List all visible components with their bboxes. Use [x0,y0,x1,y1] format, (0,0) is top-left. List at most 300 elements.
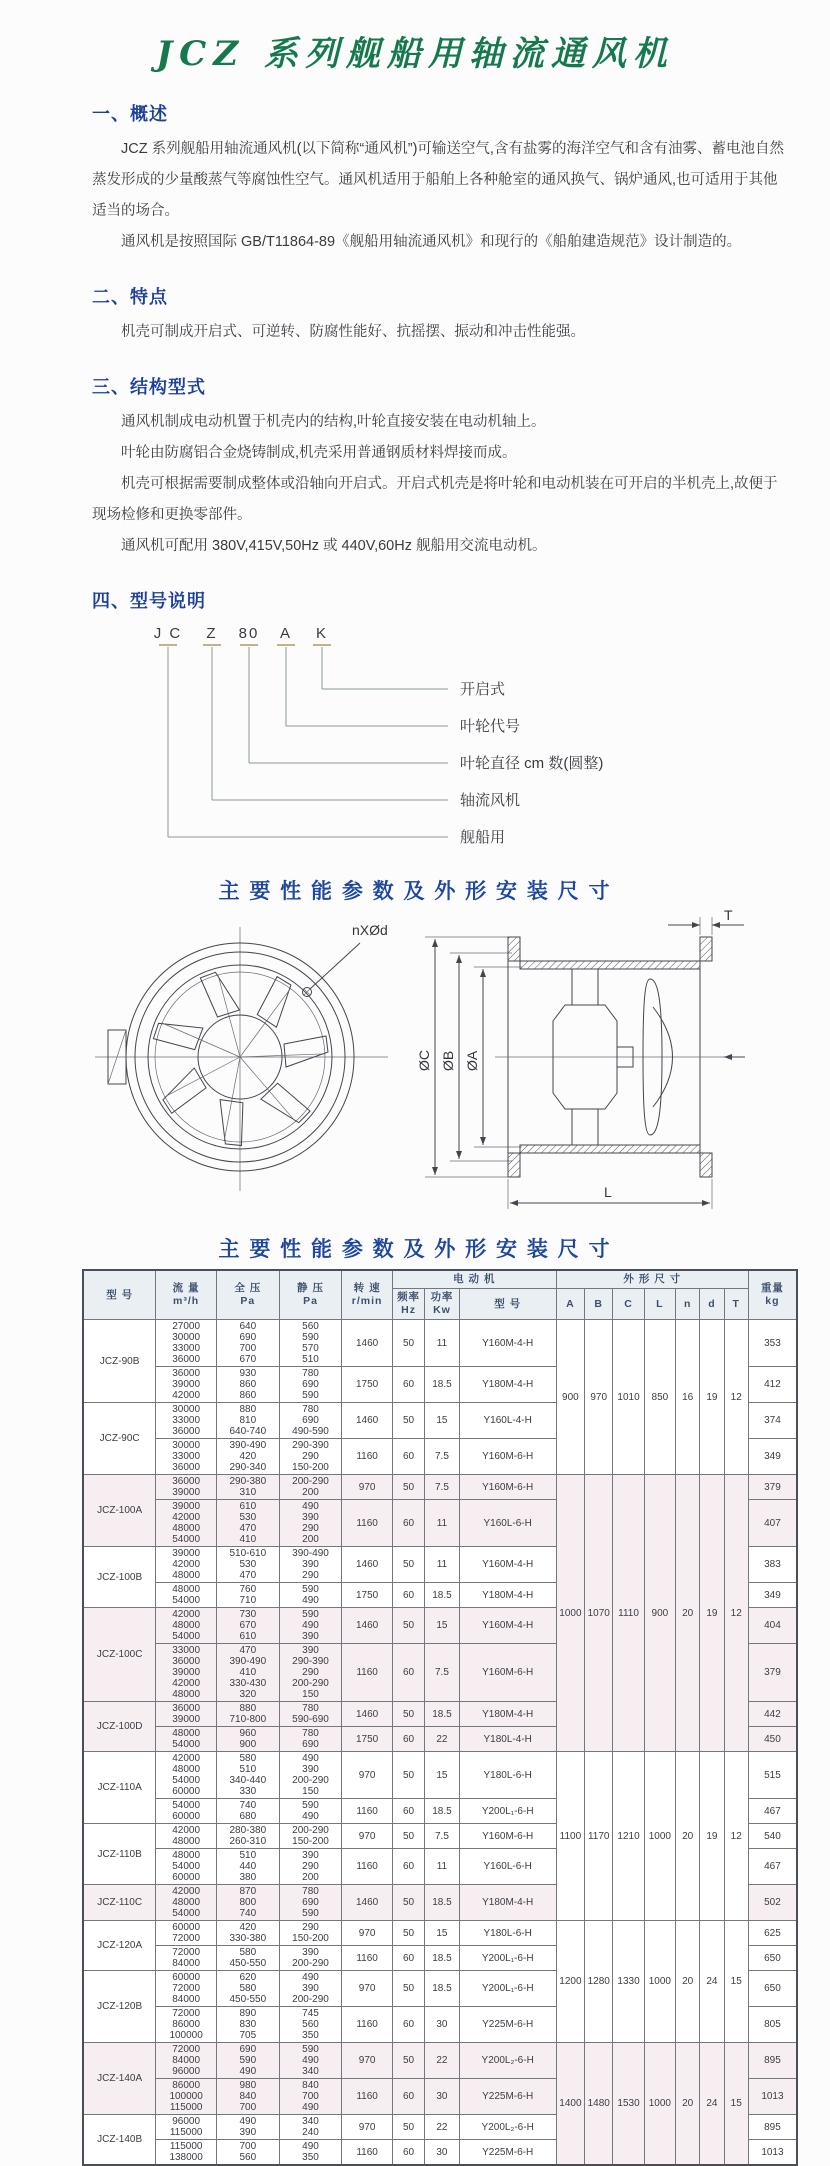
col-group-motor: 电 动 机 [392,1270,556,1289]
weight-value: 353 [748,1320,797,1367]
page-title: JCZ 系列舰船用轴流通风机 [156,34,674,74]
total-pressure-values: 510-610 530 470 [216,1547,279,1583]
static-pressure-values: 590 490 [279,1583,342,1608]
dimension-value: 1000 [556,1475,584,1752]
frequency-value: 60 [392,1500,424,1547]
frequency-value: 50 [392,1824,424,1849]
dimension-value: 1210 [613,1752,644,1921]
speed-value: 1160 [342,2140,393,2166]
flow-values: 86000 100000 115000 [156,2079,217,2115]
model-name: JCZ-140A [83,2043,156,2115]
static-pressure-values: 490 390 290 200 [279,1500,342,1547]
dim-label-dia-a: ØA [464,1050,480,1071]
model-name: JCZ-100B [83,1547,156,1608]
total-pressure-values: 960 900 [216,1727,279,1752]
flow-values: 48000 54000 [156,1727,217,1752]
flow-values: 39000 42000 48000 [156,1547,217,1583]
weight-value: 650 [748,1946,797,1971]
frequency-value: 50 [392,2115,424,2140]
section-2-heading: 二、特点 [92,287,168,307]
section-3-paragraph-3: 机壳可根据需要制成整体或沿轴向开启式。开启式机壳是将叶轮和电动机装在可开启的半机壳上,故便于现场检修和更换零部件。 [92,476,778,523]
perf-table [82,1269,798,2166]
col-header-dim-l: L [644,1289,675,1320]
speed-value: 970 [342,1824,393,1849]
t-dimension [668,909,744,935]
table-row [83,1921,797,1946]
performance-heading-top: 主 要 性 能 参 数 及 外 形 安 装 尺 寸 [218,880,612,903]
col-header-model: 型 号 [83,1270,156,1320]
dim-label-dia-c: ØC [416,1050,432,1071]
dimension-value: 1010 [613,1320,644,1475]
flow-values: 27000 30000 33000 36000 [156,1320,217,1367]
total-pressure-values: 640 690 700 670 [216,1320,279,1367]
motor-model-value: Y160M-6-H [459,1475,556,1500]
static-pressure-values: 290 150-200 [279,1921,342,1946]
flow-values: 42000 48000 54000 [156,1885,217,1921]
frequency-value: 50 [392,1403,424,1439]
col-header-flow: 流 量 m³/h [156,1270,217,1320]
motor-model-value: Y200L₂-6-H [459,2115,556,2140]
weight-value: 349 [748,1439,797,1475]
static-pressure-values: 390-490 390 290 [279,1547,342,1583]
col-header-motor-model: 型 号 [459,1289,556,1320]
static-pressure-values: 590 490 390 [279,1608,342,1644]
total-pressure-values: 880 810 640-740 [216,1403,279,1439]
static-pressure-values: 290-390 290 150-200 [279,1439,342,1475]
weight-value: 379 [748,1644,797,1702]
weight-value: 404 [748,1608,797,1644]
dimension-value: 24 [700,2043,724,2166]
motor-model-value: Y160M-6-H [459,1439,556,1475]
dimension-value: 20 [676,1475,700,1752]
frequency-value: 60 [392,1367,424,1403]
power-value: 11 [425,1849,459,1885]
total-pressure-values: 390-490 420 290-340 [216,1439,279,1475]
motor-model-value: Y180L-6-H [459,1921,556,1946]
static-pressure-values: 590 490 [279,1799,342,1824]
total-pressure-values: 510 440 380 [216,1849,279,1885]
legend-label-impeller-diam: 叶轮直径 cm 数(圆整) [460,755,604,772]
motor-model-value: Y180L-4-H [459,1727,556,1752]
total-pressure-values: 700 560 [216,2140,279,2166]
total-pressure-values: 280-380 260-310 [216,1824,279,1849]
total-pressure-values: 890 830 705 [216,2007,279,2043]
bolt-hole-label: nXØd [352,922,388,938]
speed-value: 1160 [342,2007,393,2043]
static-pressure-values: 780 690 590 [279,1885,342,1921]
weight-value: 540 [748,1824,797,1849]
weight-value: 412 [748,1367,797,1403]
dimension-value: 16 [676,1320,700,1475]
frequency-value: 50 [392,1971,424,2007]
motor-model-value: Y180M-4-H [459,1702,556,1727]
weight-value: 625 [748,1921,797,1946]
col-header-dim-a: A [556,1289,584,1320]
flow-values: 72000 84000 [156,1946,217,1971]
weight-value: 349 [748,1583,797,1608]
table-row [83,1475,797,1500]
frequency-value: 50 [392,1608,424,1644]
flow-values: 72000 86000 100000 [156,2007,217,2043]
flow-values: 42000 48000 54000 [156,1608,217,1644]
dimension-value: 12 [724,1320,748,1475]
flow-values: 36000 39000 [156,1475,217,1500]
power-value: 15 [425,1608,459,1644]
frequency-value: 50 [392,1547,424,1583]
weight-value: 1013 [748,2140,797,2166]
dimension-value: 1280 [585,1921,613,2043]
weight-value: 650 [748,1971,797,2007]
code-part-a: A [279,625,293,642]
weight-value: 374 [748,1403,797,1439]
motor-model-value: Y160M-4-H [459,1547,556,1583]
dimension-value: 15 [724,1921,748,2043]
power-value: 7.5 [425,1475,459,1500]
motor-model-value: Y225M-6-H [459,2140,556,2166]
dim-label-t: T [724,909,733,923]
weight-value: 1013 [748,2079,797,2115]
col-header-dim-d: d [700,1289,724,1320]
flow-values: 39000 42000 48000 54000 [156,1500,217,1547]
power-value: 18.5 [425,1583,459,1608]
speed-value: 1750 [342,1727,393,1752]
static-pressure-values: 390 290 200 [279,1849,342,1885]
col-header-dim-n: n [676,1289,700,1320]
motor-model-value: Y200L₁-6-H [459,1799,556,1824]
frequency-value: 50 [392,1702,424,1727]
speed-value: 970 [342,1971,393,2007]
dim-label-dia-b: ØB [440,1050,456,1071]
model-name: JCZ-110C [83,1885,156,1921]
static-pressure-values: 745 560 350 [279,2007,342,2043]
total-pressure-values: 870 800 740 [216,1885,279,1921]
speed-value: 1460 [342,1403,393,1439]
legend-connector-lines [168,647,448,837]
weight-value: 407 [748,1500,797,1547]
power-value: 18.5 [425,1799,459,1824]
model-code-legend-diagram [148,623,768,859]
power-value: 18.5 [425,1885,459,1921]
dimension-value: 12 [724,1752,748,1921]
speed-value: 1460 [342,1702,393,1727]
flow-values: 54000 60000 [156,1799,217,1824]
power-value: 11 [425,1547,459,1583]
speed-value: 1750 [342,1367,393,1403]
dimension-value: 1070 [585,1475,613,1752]
model-name: JCZ-140B [83,2115,156,2166]
speed-value: 1750 [342,1583,393,1608]
power-value: 22 [425,2043,459,2079]
total-pressure-values: 420 330-380 [216,1921,279,1946]
frequency-value: 50 [392,1475,424,1500]
col-header-dim-b: B [585,1289,613,1320]
static-pressure-values: 780 690 [279,1727,342,1752]
speed-value: 1160 [342,1439,393,1475]
power-value: 18.5 [425,1367,459,1403]
power-value: 30 [425,2007,459,2043]
dimension-value: 1400 [556,2043,584,2166]
total-pressure-values: 980 840 700 [216,2079,279,2115]
section-3-paragraph-2: 叶轮由防腐铝合金烧铸制成,机壳采用普通钢质材料焊接而成。 [121,445,517,461]
motor-model-value: Y160M-6-H [459,1644,556,1702]
motor-model-value: Y160M-6-H [459,1824,556,1849]
legend-label-marine-use: 舰船用 [460,829,506,846]
total-pressure-values: 470 390-490 410 330-430 320 [216,1644,279,1702]
col-header-dim-t: T [724,1289,748,1320]
motor-model-value: Y180L-6-H [459,1752,556,1799]
power-value: 7.5 [425,1439,459,1475]
speed-value: 1460 [342,1608,393,1644]
power-value: 18.5 [425,1702,459,1727]
col-header-frequency: 频率 Hz [392,1289,424,1320]
frequency-value: 60 [392,1799,424,1824]
section-3-paragraph-1: 通风机制成电动机置于机壳内的结构,叶轮直接安装在电动机轴上。 [121,414,546,430]
frequency-value: 60 [392,2007,424,2043]
table-row [83,2043,797,2079]
dimension-value: 12 [724,1475,748,1752]
weight-value: 467 [748,1799,797,1824]
code-part-z: Z [206,625,218,642]
model-name: JCZ-120A [83,1921,156,1971]
static-pressure-values: 200-290 200 [279,1475,342,1500]
flow-values: 30000 33000 36000 [156,1439,217,1475]
total-pressure-values: 490 390 [216,2115,279,2140]
motor-model-value: Y225M-6-H [459,2079,556,2115]
dimension-value: 850 [644,1320,675,1475]
static-pressure-values: 200-290 150-200 [279,1824,342,1849]
total-pressure-values: 580 450-550 [216,1946,279,1971]
static-pressure-values: 390 290-390 290 200-290 150 [279,1644,342,1702]
motor-model-value: Y225M-6-H [459,2007,556,2043]
col-header-static-pressure: 静 压 Pa [279,1270,342,1320]
document-page [0,26,830,2163]
flow-values: 48000 54000 [156,1583,217,1608]
weight-value: 383 [748,1547,797,1583]
frequency-value: 50 [392,2043,424,2079]
fan-drawing-svg [0,909,830,1217]
total-pressure-values: 620 580 450-550 [216,1971,279,2007]
static-pressure-values: 340 240 [279,2115,342,2140]
col-header-speed: 转 速 r/min [342,1270,393,1320]
model-code-legend-lines [148,623,768,859]
dimension-value: 1200 [556,1921,584,2043]
dimension-value: 20 [676,1752,700,1921]
model-name: JCZ-110A [83,1752,156,1824]
speed-value: 970 [342,1752,393,1799]
frequency-value: 60 [392,2079,424,2115]
dimension-value: 1000 [644,1752,675,1921]
speed-value: 1160 [342,2079,393,2115]
dimension-value: 20 [676,2043,700,2166]
speed-value: 1160 [342,1946,393,1971]
static-pressure-values: 560 590 570 510 [279,1320,342,1367]
frequency-value: 50 [392,1752,424,1799]
motor-model-value: Y160L-6-H [459,1849,556,1885]
document-body [0,100,830,613]
dimension-value: 900 [556,1320,584,1475]
model-name: JCZ-100A [83,1475,156,1547]
dimension-value: 19 [700,1320,724,1475]
motor-model-value: Y160M-4-H [459,1320,556,1367]
total-pressure-values: 740 680 [216,1799,279,1824]
speed-value: 1460 [342,1547,393,1583]
flow-values: 36000 39000 42000 [156,1367,217,1403]
speed-value: 970 [342,2043,393,2079]
model-name: JCZ-120B [83,1971,156,2043]
power-value: 22 [425,2115,459,2140]
total-pressure-values: 690 590 490 [216,2043,279,2079]
speed-value: 1160 [342,1644,393,1702]
dimension-value: 20 [676,1921,700,2043]
weight-value: 895 [748,2115,797,2140]
static-pressure-values: 780 590-690 [279,1702,342,1727]
frequency-value: 60 [392,1583,424,1608]
power-value: 18.5 [425,1971,459,2007]
weight-value: 805 [748,2007,797,2043]
motor-model-value: Y160L-6-H [459,1500,556,1547]
motor-and-impeller [495,969,745,1145]
flow-values: 33000 36000 39000 42000 48000 [156,1644,217,1702]
motor-model-value: Y200L₁-6-H [459,1971,556,2007]
weight-value: 442 [748,1702,797,1727]
section-1-paragraph-1: JCZ 系列舰船用轴流通风机(以下简称“通风机”)可输送空气,含有盐雾的海洋空气和含有油雾、蓄电池自然蒸发形成的少量酸蒸气等腐蚀性空气。通风机适用于船舶上各种舱室的通风换气、锅炉通风,也可适用于其他适当的场合。 [92,141,784,219]
section-2-paragraph-1: 机壳可制成开启式、可逆转、防腐性能好、抗摇摆、振动和冲击性能强。 [121,324,585,340]
model-name: JCZ-110B [83,1824,156,1885]
l-dimension [508,1179,712,1209]
power-value: 22 [425,1727,459,1752]
power-value: 11 [425,1320,459,1367]
fan-side-view [416,909,745,1209]
power-value: 15 [425,1403,459,1439]
dim-label-l: L [604,1184,612,1200]
dimension-value: 19 [700,1475,724,1752]
code-part-jc: J C [153,625,183,642]
speed-value: 1460 [342,1885,393,1921]
flow-values: 96000 115000 [156,2115,217,2140]
col-header-weight: 重量 kg [748,1270,797,1320]
frequency-value: 60 [392,1946,424,1971]
flow-values: 30000 33000 36000 [156,1403,217,1439]
dimension-value: 24 [700,1921,724,2043]
flow-values: 42000 48000 [156,1824,217,1849]
motor-model-value: Y180M-4-H [459,1885,556,1921]
weight-value: 895 [748,2043,797,2079]
static-pressure-values: 840 700 490 [279,2079,342,2115]
total-pressure-values: 580 510 340-440 330 [216,1752,279,1799]
section-1-heading: 一、概述 [92,104,168,124]
legend-label-axial-fan: 轴流风机 [460,792,521,809]
static-pressure-values: 590 490 340 [279,2043,342,2079]
col-header-dim-c: C [613,1289,644,1320]
speed-value: 1160 [342,1500,393,1547]
code-part-k: K [315,625,329,642]
speed-value: 970 [342,1921,393,1946]
performance-heading-table: 主 要 性 能 参 数 及 外 形 安 装 尺 寸 [218,1238,612,1261]
motor-model-value: Y180M-4-H [459,1367,556,1403]
motor-model-value: Y200L₁-6-H [459,1946,556,1971]
flow-values: 72000 84000 96000 [156,2043,217,2079]
section-3-paragraph-4: 通风机可配用 380V,415V,50Hz 或 440V,60Hz 舰船用交流电动机。 [121,538,547,554]
speed-value: 1160 [342,1849,393,1885]
model-name: JCZ-100C [83,1608,156,1702]
col-header-total-pressure: 全 压 Pa [216,1270,279,1320]
section-4-heading: 四、型号说明 [92,591,206,611]
frequency-value: 50 [392,1921,424,1946]
static-pressure-values: 390 200-290 [279,1946,342,1971]
frequency-value: 60 [392,1727,424,1752]
dimension-value: 970 [585,1320,613,1475]
flow-values: 36000 39000 [156,1702,217,1727]
total-pressure-values: 930 860 860 [216,1367,279,1403]
section-1-paragraph-2: 通风机是按照国际 GB/T11864-89《舰船用轴流通风机》和现行的《船舶建造规范》设计制造的。 [121,234,742,250]
weight-value: 450 [748,1727,797,1752]
motor-model-value: Y180M-4-H [459,1583,556,1608]
frequency-value: 50 [392,1320,424,1367]
total-pressure-values: 730 670 610 [216,1608,279,1644]
motor-model-value: Y160L-4-H [459,1403,556,1439]
dimension-value: 19 [700,1752,724,1921]
flow-values: 60000 72000 84000 [156,1971,217,2007]
flow-values: 48000 54000 60000 [156,1849,217,1885]
model-name: JCZ-90C [83,1403,156,1475]
speed-value: 1160 [342,1799,393,1824]
dimension-value: 1480 [585,2043,613,2166]
dimension-value: 15 [724,2043,748,2166]
dimension-value: 1530 [613,2043,644,2166]
static-pressure-values: 490 390 200-290 [279,1971,342,2007]
weight-value: 502 [748,1885,797,1921]
weight-value: 467 [748,1849,797,1885]
model-name: JCZ-90B [83,1320,156,1403]
speed-value: 1460 [342,1320,393,1367]
motor-model-value: Y200L₂-6-H [459,2043,556,2079]
section-3-heading: 三、结构型式 [92,377,206,397]
flow-values: 42000 48000 54000 60000 [156,1752,217,1799]
power-value: 15 [425,1752,459,1799]
static-pressure-values: 490 390 200-290 150 [279,1752,342,1799]
speed-value: 970 [342,1475,393,1500]
static-pressure-values: 780 690 490-590 [279,1403,342,1439]
perf-table-header [83,1270,797,1320]
flow-values: 60000 72000 [156,1921,217,1946]
dimension-value: 1000 [644,1921,675,2043]
fan-outline-drawings [0,909,830,1217]
dimension-value: 1100 [556,1752,584,1921]
frequency-value: 60 [392,1849,424,1885]
frequency-value: 50 [392,1885,424,1921]
fan-front-view [95,922,388,1191]
dimension-value: 1330 [613,1921,644,2043]
power-value: 30 [425,2079,459,2115]
motor-model-value: Y160M-4-H [459,1608,556,1644]
total-pressure-values: 290-380 310 [216,1475,279,1500]
flow-values: 115000 138000 [156,2140,217,2166]
weight-value: 379 [748,1475,797,1500]
table-row [83,1320,797,1367]
speed-value: 970 [342,2115,393,2140]
dimension-value: 1170 [585,1752,613,1921]
frequency-value: 60 [392,1644,424,1702]
power-value: 18.5 [425,1946,459,1971]
static-pressure-values: 490 350 [279,2140,342,2166]
power-value: 30 [425,2140,459,2166]
table-row [83,1752,797,1799]
col-group-dimensions: 外 形 尺 寸 [556,1270,748,1289]
legend-label-impeller-code: 叶轮代号 [460,718,521,735]
power-value: 7.5 [425,1824,459,1849]
weight-value: 515 [748,1752,797,1799]
total-pressure-values: 610 530 470 410 [216,1500,279,1547]
